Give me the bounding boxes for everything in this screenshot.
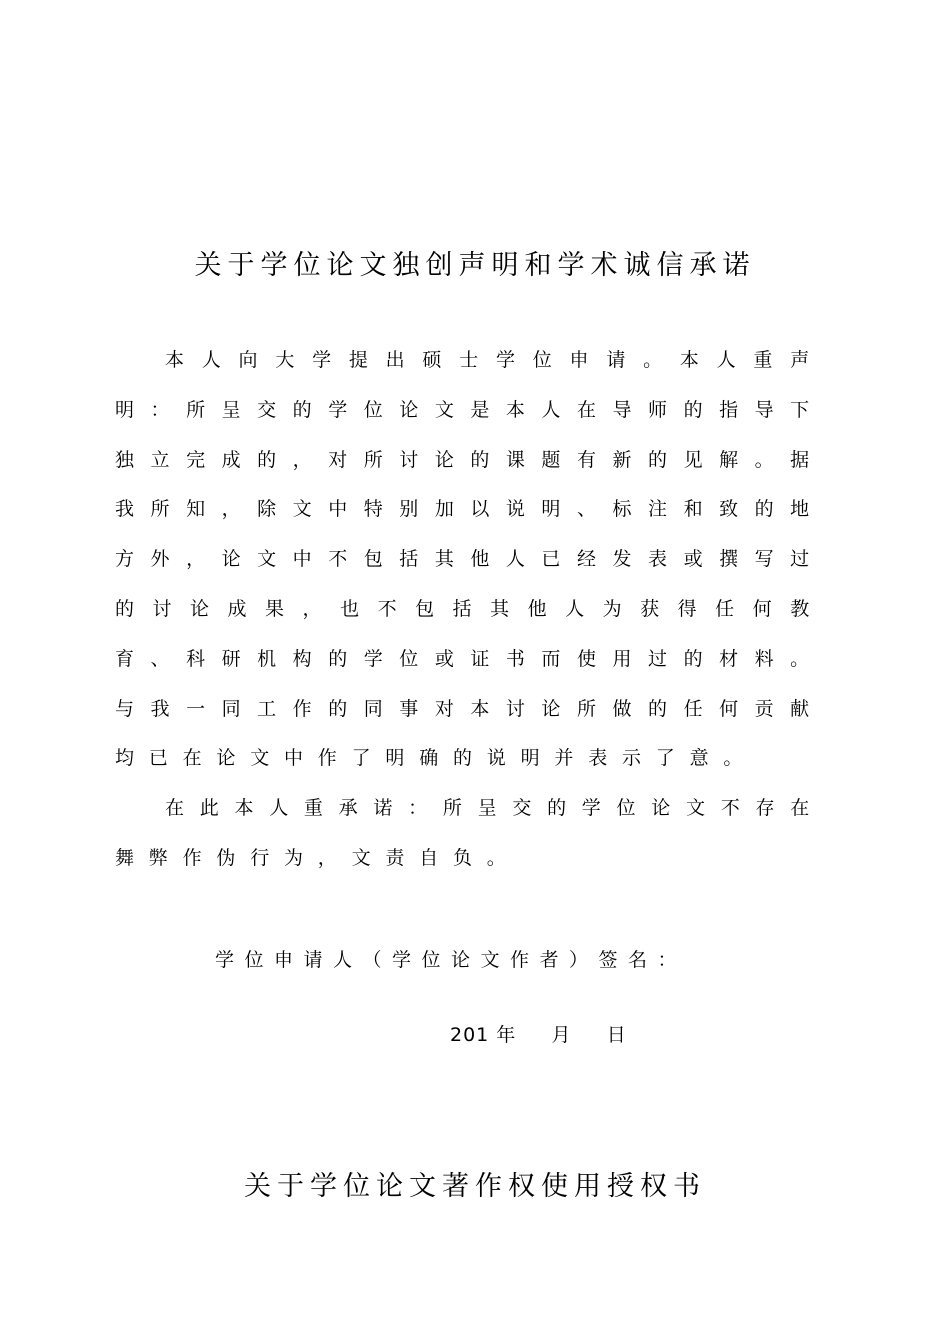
declaration-title: 关于学位论文独创声明和学术诚信承诺 [194, 250, 756, 281]
declaration-paragraph: 本人向大学提出硕士学位申请。本人重声明：所呈交的学位论文是本人在导师的指导下独立完成的，对所讨论的课题有新的见解。据我所知，除文中特别加以说明、标注和致的地方外，论文中不包括其他人已经发表或撰写过的讨论成果，也不包括其他人为获得任何教育、科研机构的学位或证书而使用过的材料。与我一同工作的同事对本讨论所做的任何贡献均已在论文中作了明确的说明并表示了意。 [115, 349, 824, 770]
signature-label: 学位申请人（学位论文作者）签名： [215, 949, 688, 971]
authorization-title: 关于学位论文著作权使用授权书 [244, 1171, 706, 1202]
commitment-paragraph: 在此本人重承诺：所呈交的学位论文不存在舞弊作伪行为，文责自负。 [115, 797, 824, 869]
signature-date: 201 年 月 日 [450, 1024, 627, 1046]
